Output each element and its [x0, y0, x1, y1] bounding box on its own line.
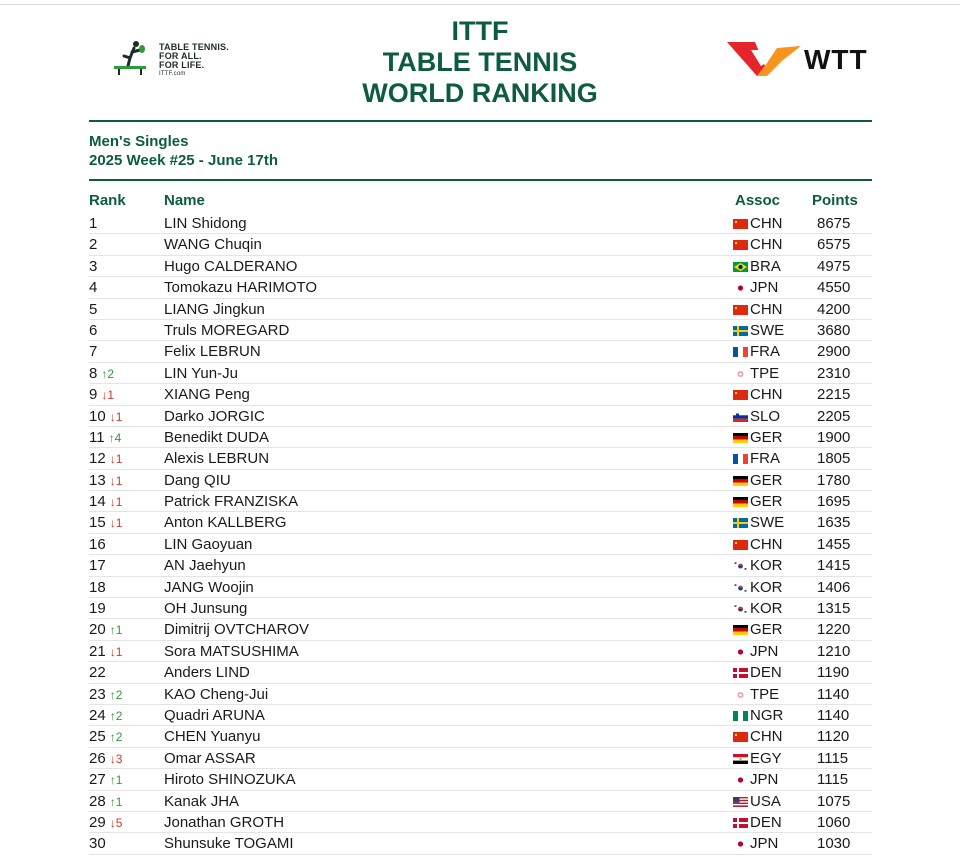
table-row	[89, 299, 872, 320]
wtt-logo	[727, 40, 877, 80]
flag-china-icon	[733, 240, 748, 250]
rank-cell	[89, 341, 97, 362]
player-name: Sora MATSUSHIMA	[164, 642, 299, 660]
rank-cell	[89, 791, 122, 813]
assoc-header: Assoc	[735, 192, 781, 209]
points-value: 2310	[817, 364, 851, 382]
assoc-code: BRA	[750, 257, 781, 275]
assoc-code: TPE	[750, 364, 780, 382]
points-value: 1900	[817, 428, 851, 446]
rank-cell	[89, 705, 122, 727]
rank-cell	[89, 512, 122, 534]
rank-change-up: ↑4	[108, 430, 122, 445]
flag-germany-icon	[733, 625, 748, 635]
rank-cell	[89, 577, 106, 598]
flag-germany-icon	[733, 433, 748, 443]
rank-cell	[89, 427, 121, 449]
rank-cell	[89, 619, 122, 641]
rank-cell	[89, 363, 114, 385]
table-row	[89, 662, 872, 683]
assoc-code: JPN	[750, 279, 779, 297]
table-row	[89, 641, 872, 662]
assoc-code: KOR	[750, 600, 783, 618]
player-name: Dimitrij OVTCHAROV	[164, 621, 309, 639]
rank-change-down: ↓1	[109, 516, 123, 531]
points-value: 3680	[817, 321, 851, 339]
rank-change-down: ↓1	[109, 409, 123, 424]
flag-slovenia-icon	[733, 412, 748, 422]
table-row	[89, 769, 872, 790]
flag-egypt-icon	[733, 754, 748, 764]
rank-value: 1	[89, 215, 98, 232]
top-divider	[0, 4, 960, 5]
assoc-code: GER	[750, 471, 783, 489]
rank-cell	[89, 662, 106, 683]
name-header: Name	[164, 192, 205, 209]
points-value: 1406	[817, 578, 851, 596]
table-row	[89, 341, 872, 362]
assoc-code: SWE	[750, 321, 785, 339]
rank-value: 6	[89, 321, 98, 339]
points-value: 1190	[817, 664, 850, 682]
points-value: 8675	[817, 215, 851, 232]
week-label: 2025 Week #25 - June 17th	[89, 152, 278, 169]
player-name: Patrick FRANZISKA	[164, 493, 299, 511]
points-value: 1140	[817, 685, 850, 703]
rank-value: 14	[89, 493, 106, 511]
rank-value: 9	[89, 386, 98, 404]
table-row	[89, 555, 872, 576]
table-row	[89, 705, 872, 726]
assoc-code: FRA	[750, 343, 780, 361]
assoc-code: EGY	[750, 749, 782, 767]
rank-value: 13	[89, 471, 106, 489]
table-row	[89, 577, 872, 598]
player-name: Hugo CALDERANO	[164, 257, 298, 275]
player-name: KAO Cheng-Jui	[164, 685, 269, 703]
assoc-code: CHN	[750, 386, 783, 404]
rank-cell	[89, 726, 122, 748]
points-value: 1415	[817, 557, 851, 575]
rank-cell	[89, 384, 114, 406]
rank-cell	[89, 470, 122, 492]
player-name: Darko JORGIC	[164, 407, 265, 425]
logo-line-1: TABLE TENNIS.	[159, 42, 229, 52]
rank-change-up: ↑2	[101, 366, 115, 381]
rank-value: 27	[89, 771, 106, 789]
assoc-code: GER	[750, 621, 783, 639]
rank-value: 17	[89, 557, 106, 575]
table-row	[89, 619, 872, 640]
flag-japan-icon	[733, 283, 748, 293]
rank-cell	[89, 812, 122, 834]
rank-value: 25	[89, 728, 106, 746]
rank-cell	[89, 598, 106, 619]
points-value: 4200	[817, 300, 851, 318]
table-row	[89, 384, 872, 405]
rank-change-down: ↓5	[109, 815, 123, 830]
rank-cell	[89, 320, 97, 341]
table-row	[89, 234, 872, 255]
rank-cell	[89, 256, 97, 277]
rank-change-up: ↑2	[109, 687, 123, 702]
page-title	[330, 16, 630, 109]
title-line-3: WORLD RANKING	[362, 78, 598, 108]
flag-korea-icon	[733, 583, 748, 593]
points-value: 1060	[817, 813, 851, 831]
assoc-code: DEN	[750, 664, 782, 682]
table-row	[89, 320, 872, 341]
rank-value: 8	[89, 364, 98, 382]
points-value: 1120	[817, 728, 850, 746]
table-row	[89, 598, 872, 619]
table-row	[89, 448, 872, 469]
points-value: 4550	[817, 279, 851, 297]
points-value: 1115	[817, 749, 849, 767]
player-name: Omar ASSAR	[164, 749, 256, 767]
player-name: OH Junsung	[164, 600, 248, 618]
table-row	[89, 812, 872, 833]
assoc-code: GER	[750, 493, 783, 511]
ittf-table-tennis-icon	[112, 40, 156, 76]
player-name: Benedikt DUDA	[164, 428, 270, 446]
rank-change-down: ↓1	[101, 388, 115, 403]
rank-header: Rank	[89, 192, 126, 209]
rank-cell	[89, 684, 122, 706]
points-value: 2215	[817, 386, 851, 404]
assoc-code: JPN	[750, 771, 779, 789]
rank-cell	[89, 748, 122, 770]
flag-china-icon	[733, 305, 748, 315]
rank-change-up: ↑1	[109, 623, 123, 638]
rank-value: 19	[89, 600, 106, 618]
rank-change-up: ↑1	[109, 773, 123, 788]
assoc-code: CHN	[750, 535, 783, 553]
rank-value: 11	[89, 428, 105, 446]
assoc-code: CHN	[750, 300, 783, 318]
rank-cell	[89, 641, 122, 663]
table-row	[89, 427, 872, 448]
assoc-code: KOR	[750, 578, 783, 596]
rank-value: 2	[89, 236, 98, 254]
points-value: 4975	[817, 257, 851, 275]
assoc-code: NGR	[750, 706, 784, 724]
player-name: LIN Yun-Ju	[164, 364, 238, 382]
table-row	[89, 406, 872, 427]
flag-denmark-icon	[733, 668, 748, 678]
rank-cell	[89, 277, 97, 298]
player-name: LIANG Jingkun	[164, 300, 265, 318]
rank-value: 10	[89, 407, 106, 425]
player-name: Shunsuke TOGAMI	[164, 835, 294, 853]
flag-france-icon	[733, 454, 748, 464]
table-row	[89, 512, 872, 533]
table-header	[89, 192, 872, 212]
rank-cell	[89, 491, 122, 513]
flag-china-icon	[733, 732, 748, 742]
rank-cell	[89, 234, 97, 255]
rank-cell	[89, 406, 122, 428]
assoc-code: CHN	[750, 728, 783, 746]
rank-cell	[89, 448, 122, 470]
player-name: Truls MOREGARD	[164, 321, 290, 339]
rank-value: 18	[89, 578, 106, 596]
table-row	[89, 277, 872, 298]
rank-value: 7	[89, 343, 98, 361]
table-row	[89, 791, 872, 812]
rank-value: 24	[89, 706, 106, 724]
rank-cell	[89, 833, 106, 854]
rank-value: 4	[89, 279, 98, 297]
assoc-code: GER	[750, 428, 783, 446]
ranking-table	[89, 213, 872, 855]
flag-japan-icon	[733, 647, 748, 657]
table-row	[89, 470, 872, 491]
player-name: Anton KALLBERG	[164, 514, 287, 532]
flag-sweden-icon	[733, 518, 748, 528]
rank-change-down: ↓3	[109, 751, 123, 766]
assoc-code: KOR	[750, 557, 783, 575]
player-name: Felix LEBRUN	[164, 343, 261, 361]
player-name: Tomokazu HARIMOTO	[164, 279, 318, 297]
flag-china-icon	[733, 390, 748, 400]
ittf-logo	[112, 40, 252, 80]
player-name: Quadri ARUNA	[164, 706, 265, 724]
rank-value: 5	[89, 300, 98, 318]
title-line-2: TABLE TENNIS	[382, 47, 578, 77]
rank-cell	[89, 555, 106, 576]
assoc-code: JPN	[750, 835, 779, 853]
wtt-logo-icon	[727, 40, 802, 80]
assoc-code: SLO	[750, 407, 781, 425]
points-value: 1115	[817, 771, 849, 789]
points-value: 1140	[817, 706, 850, 724]
flag-chinese-taipei-icon	[733, 369, 748, 379]
assoc-code: JPN	[750, 642, 779, 660]
flag-japan-icon	[733, 775, 748, 785]
flag-chinese-taipei-icon	[733, 690, 748, 700]
table-row	[89, 748, 872, 769]
rank-value: 29	[89, 813, 106, 831]
points-value: 1220	[817, 621, 851, 639]
rank-value: 20	[89, 621, 106, 639]
table-row	[89, 684, 872, 705]
rank-value: 22	[89, 664, 106, 682]
logo-line-2: FOR ALL.	[159, 51, 202, 61]
flag-nigeria-icon	[733, 711, 748, 721]
flag-sweden-icon	[733, 326, 748, 336]
points-value: 1030	[817, 835, 851, 853]
rank-change-down: ↓1	[109, 495, 123, 510]
flag-france-icon	[733, 347, 748, 357]
rank-change-up: ↑2	[109, 730, 123, 745]
title-line-1: ITTF	[451, 16, 509, 46]
table-row	[89, 363, 872, 384]
flag-brazil-icon	[733, 262, 748, 272]
rank-value: 16	[89, 535, 106, 553]
rank-change-up: ↑1	[109, 794, 123, 809]
rank-change-down: ↓1	[109, 644, 123, 659]
rank-cell	[89, 213, 97, 234]
table-row	[89, 726, 872, 747]
header-divider	[89, 120, 872, 122]
wtt-text: WTT	[804, 44, 868, 75]
points-header: Points	[812, 192, 858, 209]
table-row	[89, 833, 872, 854]
points-value: 1455	[817, 535, 851, 553]
flag-china-icon	[733, 540, 748, 550]
player-name: LIN Gaoyuan	[164, 535, 253, 553]
rank-value: 12	[89, 450, 106, 468]
flag-denmark-icon	[733, 818, 748, 828]
points-value: 2205	[817, 407, 851, 425]
player-name: JANG Woojin	[164, 578, 254, 596]
rank-value: 3	[89, 257, 98, 275]
rank-value: 23	[89, 685, 106, 703]
points-value: 6575	[817, 236, 851, 254]
player-name: Dang QIU	[164, 471, 231, 489]
rank-cell	[89, 299, 97, 320]
player-name: WANG Chuqin	[164, 236, 262, 254]
flag-korea-icon	[733, 561, 748, 571]
assoc-code: DEN	[750, 813, 782, 831]
assoc-code: TPE	[750, 685, 780, 703]
player-name: XIANG Peng	[164, 386, 250, 404]
flag-germany-icon	[733, 476, 748, 486]
player-name: Kanak JHA	[164, 792, 240, 810]
rank-cell	[89, 769, 122, 791]
player-name: Anders LIND	[164, 664, 250, 682]
player-name: CHEN Yuanyu	[164, 728, 261, 746]
points-value: 1635	[817, 514, 851, 532]
rank-value: 21	[89, 642, 106, 660]
category-label: Men's Singles	[89, 133, 189, 150]
flag-usa-icon	[733, 797, 748, 807]
rank-value: 15	[89, 514, 106, 532]
player-name: Jonathan GROTH	[164, 813, 285, 831]
player-name: Hiroto SHINOZUKA	[164, 771, 296, 789]
rank-value: 30	[89, 835, 106, 853]
points-value: 1695	[817, 493, 851, 511]
points-value: 1780	[817, 471, 851, 489]
points-value: 1075	[817, 792, 851, 810]
player-name: LIN Shidong	[164, 215, 247, 232]
table-row	[89, 534, 872, 555]
rank-change-up: ↑2	[109, 708, 123, 723]
points-value: 2900	[817, 343, 851, 361]
rank-change-down: ↓1	[109, 452, 123, 467]
table-row	[89, 256, 872, 277]
player-name: AN Jaehyun	[164, 557, 246, 575]
rank-value: 26	[89, 749, 106, 767]
assoc-code: SWE	[750, 514, 785, 532]
flag-japan-icon	[733, 839, 748, 849]
rank-value: 28	[89, 792, 106, 810]
rank-change-down: ↓1	[109, 473, 123, 488]
assoc-code: CHN	[750, 236, 783, 254]
table-row	[89, 213, 872, 234]
logo-line-3: FOR LIFE.	[159, 60, 205, 70]
assoc-code: CHN	[750, 215, 783, 232]
flag-korea-icon	[733, 604, 748, 614]
logo-url: ITTF.com	[159, 71, 186, 77]
points-value: 1210	[817, 642, 851, 660]
rank-cell	[89, 534, 106, 555]
points-value: 1805	[817, 450, 851, 468]
flag-china-icon	[733, 219, 748, 229]
player-name: Alexis LEBRUN	[164, 450, 270, 468]
subtitle-divider	[89, 179, 872, 181]
assoc-code: FRA	[750, 450, 780, 468]
flag-germany-icon	[733, 497, 748, 507]
assoc-code: USA	[750, 792, 781, 810]
table-row	[89, 491, 872, 512]
points-value: 1315	[817, 600, 851, 618]
